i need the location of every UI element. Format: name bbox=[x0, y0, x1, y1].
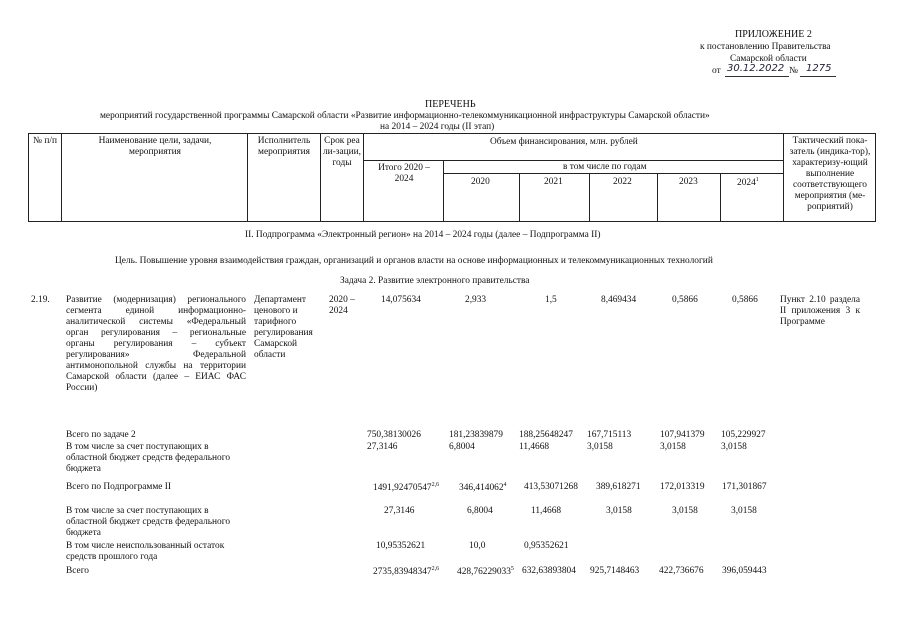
subprogram-heading: II. Подпрограмма «Электронный регион» на 2014 – 2024 годы (далее – Подпрограмма II) bbox=[245, 230, 601, 240]
value-2021: 188,25648247 bbox=[519, 430, 573, 440]
header-col-by-year: в том числе по годам bbox=[563, 162, 647, 172]
appendix-number: 1275 bbox=[806, 63, 832, 74]
row-exec: Департамент ценового и тарифного регулирования Самарской области bbox=[254, 295, 313, 360]
summary-label: Всего по Подпрограмме II bbox=[66, 482, 172, 492]
goal-heading: Цель. Повышение уровня взаимодействия граждан, организаций и органов власти на основе информационных и телекоммуникационных технологий bbox=[115, 256, 713, 266]
value-2022: 389,618271 bbox=[596, 482, 641, 492]
header-col-funding: Объем финансирования, млн. рублей bbox=[490, 137, 638, 147]
value-2021: 0,95352621 bbox=[524, 541, 569, 551]
value-2023: 107,941379 bbox=[660, 430, 705, 440]
header-col-indicator: Тактический пока-затель (индика-тор), характеризу-ющий выполнение соответствующего мероприятия (ме-роприятий) bbox=[789, 136, 871, 212]
summary-label: Всего по задаче 2 bbox=[66, 430, 136, 440]
row-2024: 0,5866 bbox=[732, 295, 758, 305]
summary-label: В том числе за счет поступающих в областной бюджет средств федерального бюджета bbox=[66, 506, 231, 538]
value-2021: 11,4668 bbox=[519, 442, 550, 452]
value-2023: 3,0158 bbox=[660, 442, 686, 452]
header-col-num: № п/п bbox=[33, 136, 57, 146]
value-2022: 3,0158 bbox=[606, 506, 632, 516]
header-col-exec: Исполнитель мероприятия bbox=[257, 136, 311, 157]
value-2021: 632,63893804 bbox=[522, 566, 576, 576]
appendix-number-sign: № bbox=[789, 66, 798, 76]
value-2021: 11,4668 bbox=[531, 506, 562, 516]
value-total: 2735,83948347$^{2,6}$ bbox=[373, 566, 440, 578]
summary-label: Всего bbox=[66, 566, 89, 576]
doc-title: ПЕРЕЧЕНЬ bbox=[425, 99, 476, 110]
row-total: 14,075634 bbox=[381, 295, 421, 305]
value-2021: 413,53071268 bbox=[524, 482, 578, 492]
header-year-2024: 2024$^1$ bbox=[737, 177, 759, 189]
header-col-term: Срок реали-зации, годы bbox=[322, 136, 362, 168]
doc-subtitle-1: мероприятий государственной программы Самарской области «Развитие информационно-телекоммуникационной инфраструктуры Самарской области» bbox=[100, 111, 710, 121]
header-col-name: Наименование цели, задачи, мероприятия bbox=[98, 136, 212, 157]
value-2024: 396,059443 bbox=[722, 566, 767, 576]
value-2022: 167,715113 bbox=[587, 430, 632, 440]
value-2020: 6,8004 bbox=[467, 506, 493, 516]
date-underline bbox=[725, 76, 789, 77]
row-2021: 1,5 bbox=[545, 295, 557, 305]
appendix-date: 30.12.2022 bbox=[727, 63, 785, 74]
row-indicator: Пункт 2.10 раздела II приложения 3 к Программе bbox=[780, 295, 860, 327]
value-2020: 6,8004 bbox=[449, 442, 475, 452]
header-year-2022: 2022 bbox=[613, 177, 632, 187]
value-2024: 171,301867 bbox=[722, 482, 767, 492]
row-2023: 0,5866 bbox=[672, 295, 698, 305]
value-2023: 422,736676 bbox=[659, 566, 704, 576]
row-2022: 8,469434 bbox=[601, 295, 637, 305]
doc-subtitle-2: на 2014 – 2024 годы (II этап) bbox=[380, 122, 495, 132]
value-2024: 105,229927 bbox=[721, 430, 766, 440]
header-year-2020: 2020 bbox=[471, 177, 490, 187]
value-2023: 172,013319 bbox=[660, 482, 705, 492]
value-total: 750,38130026 bbox=[367, 430, 421, 440]
value-2020: 10,0 bbox=[469, 541, 486, 551]
appendix-line2: Самарской области bbox=[730, 54, 807, 64]
value-2022: 925,7148463 bbox=[590, 566, 640, 576]
appendix-line1: к постановлению Правительства bbox=[700, 42, 831, 52]
row-name: Развитие (модернизация) регионального сегмента единой информационно-аналитической системы «Федеральный орган регулирования – региональные органы регулирования – субъект регулирования» Федеральной антимонопольной службы на территории Самарской области (далее – ЕИАС ФАС России) bbox=[66, 295, 246, 393]
row-num: 2.19. bbox=[31, 295, 50, 305]
value-2023: 3,0158 bbox=[672, 506, 698, 516]
appendix-date-prefix: от bbox=[712, 66, 721, 76]
value-total: 27,3146 bbox=[384, 506, 415, 516]
summary-label: В том числе неиспользованный остаток средств прошлого года bbox=[66, 541, 225, 562]
value-2024: 3,0158 bbox=[721, 442, 747, 452]
value-total: 1491,92470547$^{2,6}$ bbox=[373, 482, 440, 494]
value-total: 10,95352621 bbox=[376, 541, 426, 551]
header-year-2023: 2023 bbox=[679, 177, 698, 187]
number-underline bbox=[800, 76, 836, 77]
row-term: 2020 – 2024 bbox=[329, 295, 355, 316]
header-col-total: Итого 2020 – 2024 bbox=[378, 163, 430, 184]
row-2020: 2,933 bbox=[465, 295, 487, 305]
value-2022: 3,0158 bbox=[587, 442, 613, 452]
appendix-title: ПРИЛОЖЕНИЕ 2 bbox=[735, 29, 812, 40]
value-2020: 428,76229033$^5$ bbox=[457, 566, 514, 578]
value-2020: 346,414062$^4$ bbox=[459, 482, 507, 494]
value-total: 27,3146 bbox=[367, 442, 398, 452]
task-heading: Задача 2. Развитие электронного правительства bbox=[340, 276, 530, 286]
header-year-2021: 2021 bbox=[544, 177, 563, 187]
summary-label: В том числе за счет поступающих в областной бюджет средств федерального бюджета bbox=[66, 442, 231, 474]
value-2020: 181,23839879 bbox=[449, 430, 503, 440]
value-2024: 3,0158 bbox=[731, 506, 757, 516]
